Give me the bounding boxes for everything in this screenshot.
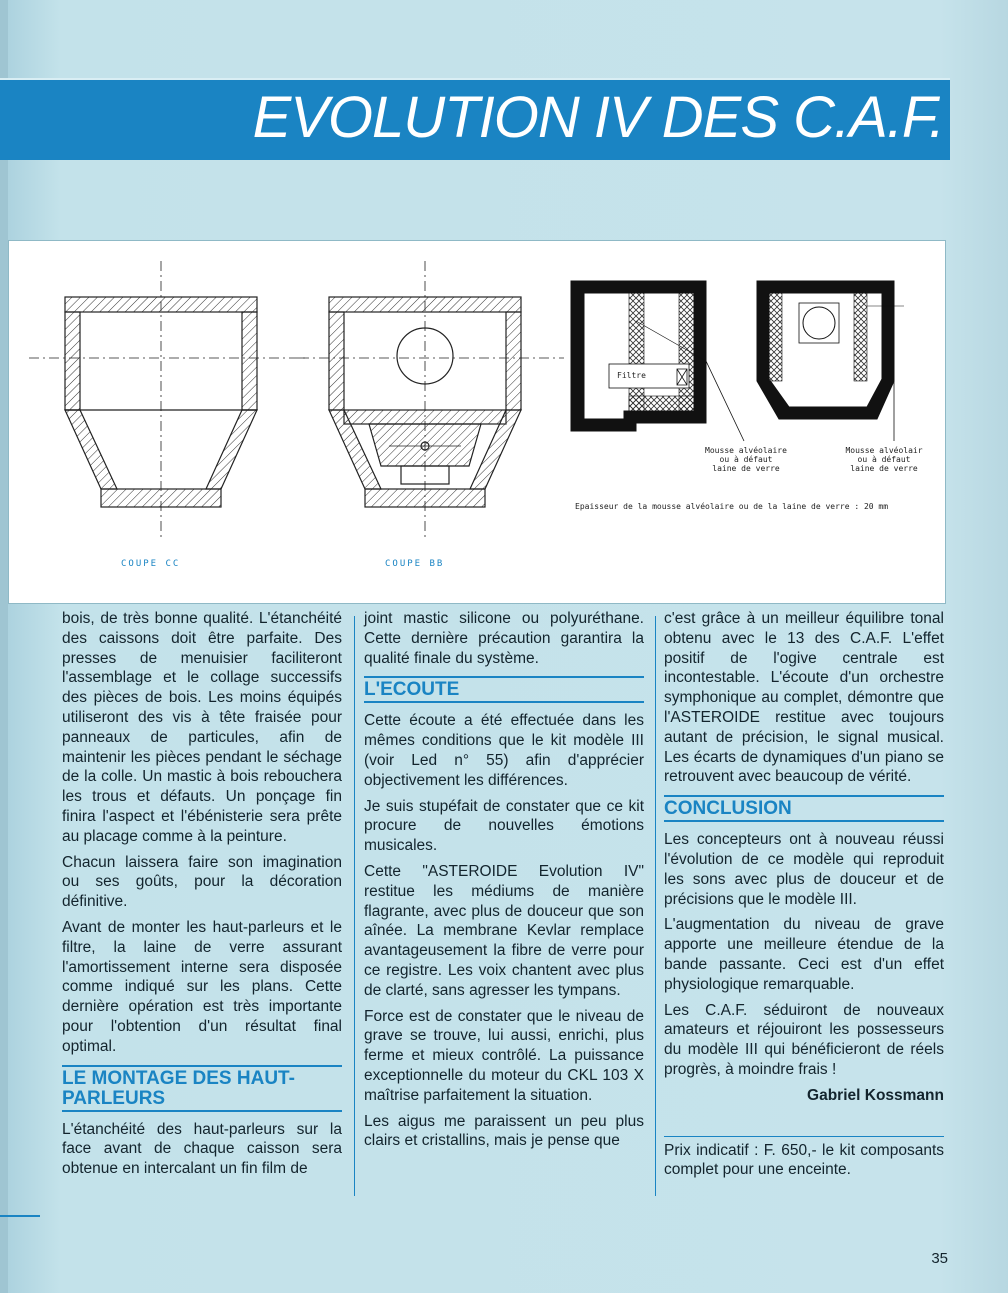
section-heading: CONCLUSION [664,795,944,822]
body-paragraph: Les concepteurs ont à nouveau réussi l'évolution de ce modèle qui reproduit les sons avec plus de douceur et de précisions que le modèle III. [664,831,944,908]
author-signature: Gabriel Kossmann [807,1086,944,1104]
foam-caption-left: Mousse alvéolaire ou à défaut laine de verre [705,446,787,473]
column-divider [655,616,656,1196]
body-paragraph: L'étanchéité des haut-parleurs sur la face avant de chaque caisson sera obtenue en intercalant un fin film de [62,1120,342,1178]
title-underline [0,158,950,160]
body-paragraph: Force est de constater que le niveau de grave se trouve, lui aussi, enrichi, plus ferme et mieux contrôlé. La puissance exceptionnelle du moteur du CKL 103 X maîtrise parfaitement la situation. [364,1007,644,1104]
thickness-note: Epaisseur de la mousse alvéolaire ou de la laine de verre : 20 mm [575,502,889,511]
section-bb-drawing [299,261,564,541]
title-banner [0,78,950,160]
body-paragraph: Je suis stupéfait de constater que ce kit procure de nouvelles émotions musicales. [364,797,644,855]
section-label-bb: COUPE BB [385,559,445,569]
body-paragraph: Les aigus me paraissent un peu plus clairs et cristallins, mais je pense que [364,1112,644,1150]
page-gutter [0,0,8,1293]
page-number: 35 [931,1250,948,1267]
text-column-3 [664,609,944,1186]
body-paragraph: c'est grâce à un meilleur équilibre tonal obtenu avec le 13 des C.A.F. L'effet positif de l'ogive centrale est incontestable. L'écoute d'un orchestre symphonique au complet, démontre que l'ASTEROIDE restitue avec toujours autant de précision, le signal musical. Les écarts de dynamiques d'un piano se retrouvent avec beaucoup de vérité. [664,610,944,786]
technical-drawing [8,240,946,604]
body-paragraph: Les C.A.F. séduiront de nouveaux amateurs et réjouiront les possesseurs du modèle III qui bénéficieront de réels progrès, à moindre frais ! [664,1001,944,1078]
body-paragraph: Avant de monter les haut-parleurs et le filtre, la laine de verre assurant l'amortissement interne sera disposée comme indiqué sur les plans. Cette dernière opération est très importante pour l'obtention d'un résultat final optimal. [62,918,342,1055]
article-title: EVOLUTION IV DES C.A.F. [252,85,944,150]
body-paragraph: bois, de très bonne qualité. L'étanchéité des caissons doit être parfaite. Des presses de menuisier faciliteront l'assemblage et le collage successifs des pièces de bois. Les moins équipés utiliseront des vis à tête fraisée pour panneaux de particules, afin de maintenir les pièces pendant le séchage de la colle. Un mastic à bois rebouchera les trous et défauts. Un ponçage fin finira l'aspect et l'ébénisterie sera prête au placage comme à la peinture. [62,610,342,845]
body-paragraph: L'augmentation du niveau de grave apporte une meilleure étendue de la bande passante. Ceci est d'un effet physiologique remarquable. [664,916,944,993]
column-divider [354,616,355,1196]
body-paragraph: Chacun laissera faire son imagination ou ses goûts, pour la décoration définitive. [62,853,342,911]
text-column-1 [62,609,342,1185]
text-column-2 [364,609,644,1157]
footer-rule [0,1215,40,1217]
foam-caption-right: Mousse alvéolair ou à défaut laine de verre [845,446,923,473]
price-note: Prix indicatif : F. 650,- le kit composants complet pour une enceinte. [664,1136,944,1181]
section-cc-drawing [29,261,309,541]
cabinet-top-views [571,281,904,441]
body-paragraph: joint mastic silicone ou polyuréthane. Cette dernière précaution garantira la qualité finale du système. [364,610,644,667]
cabinet-cross-sections [9,241,945,603]
body-paragraph: Cette écoute a été effectuée dans les mêmes conditions que le kit modèle III (voir Led n° 55) afin d'apprécier objectivement les différences. [364,712,644,789]
section-label-cc: COUPE CC [121,559,181,569]
section-heading: L'ECOUTE [364,676,644,703]
filter-label: Filtre [617,371,646,380]
section-heading: LE MONTAGE DES HAUT-PARLEURS [62,1065,342,1112]
body-paragraph: Cette "ASTEROIDE Evolution IV" restitue les médiums de manière flagrante, avec plus de douceur que son aînée. La membrane Kevlar remplace avantageusement la fibre de verre pour ce registre. Les voix chantent avec plus de clarté, sans agresser les tympans. [364,862,644,999]
